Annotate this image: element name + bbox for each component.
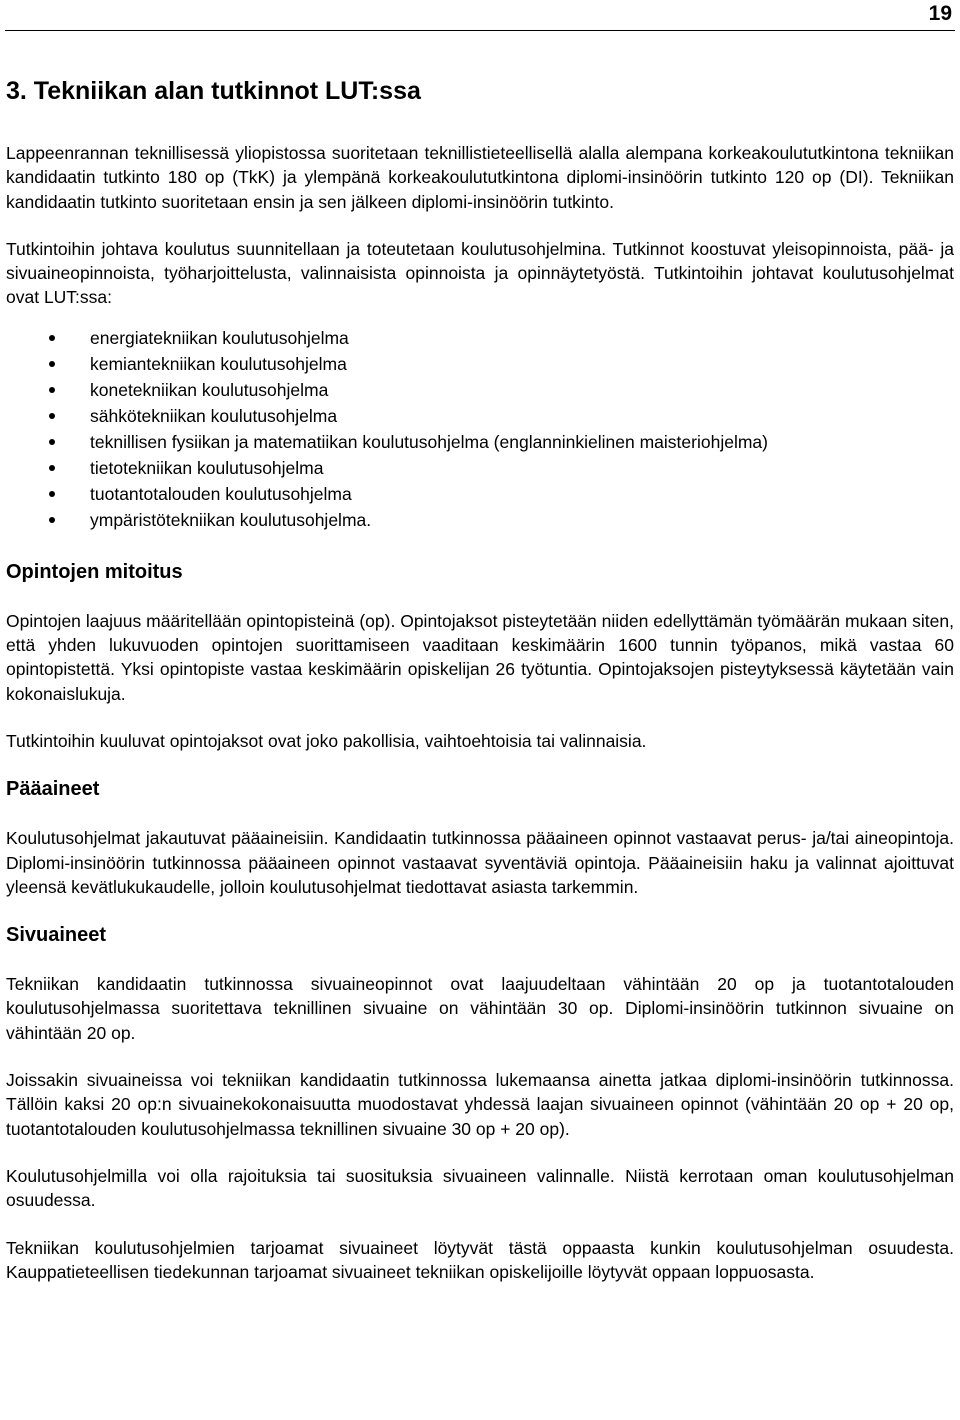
programs-intro-paragraph: Tutkintoihin johtava koulutus suunnitellaan ja toteutetaan koulutusohjelmina. Tutkinnot koostuvat yleisopinnoista, pää- ja sivuaineopinnoista, työharjoittelusta, valinnaisista opinnoista ja opinnäytetyöstä. Tutkintoihin johtavat koulutusohjelmat ovat LUT:ssa:	[6, 238, 954, 308]
section-title: 3. Tekniikan alan tutkinnot LUT:ssa	[6, 77, 421, 105]
bullet-icon	[49, 387, 55, 393]
document-body	[6, 74, 954, 1307]
heading-paaaineet: Pääaineet	[6, 778, 100, 801]
intro-paragraph: Lappeenrannan teknillisessä yliopistossa suoritetaan teknillistieteellisellä alalla alempana korkeakoulututkintona tekniikan kandidaatin tutkinto 180 op (TkK) ja ylempänä korkeakoulututkintona diplomi-insinöörin tutkinto 120 op (DI). Tekniikan kandidaatin tutkinto suoritetaan ensin ja sen jälkeen diplomi-insinöörin tutkinto.	[6, 143, 954, 212]
paragraph: Joissakin sivuaineissa voi tekniikan kandidaatin tutkinnossa lukemaansa ainetta jatkaa diplomi-insinöörin tutkinnossa. Tällöin kaksi 20 op:n sivuainekokonaisuutta muodostavat yhdessä laajan sivuaineen opinnot (vähintään 20 op + 20 op, tuotantotalouden koulutusohjelmassa teknillinen sivuaine 30 op + 20 op).	[6, 1070, 954, 1139]
bullet-icon	[49, 335, 55, 341]
bullet-icon	[49, 491, 55, 497]
program-list	[6, 325, 954, 533]
page-number: 19	[928, 2, 952, 25]
paragraph: Tekniikan kandidaatin tutkinnossa sivuaineopinnot ovat laajuudeltaan vähintään 20 op ja tuotantotalouden koulutusohjelmassa suoritettava teknillinen sivuaine on vähintään 30 op. Diplomi-insinöörin tutkinnon sivuaine on vähintään 20 op.	[6, 974, 954, 1043]
bullet-icon	[49, 361, 55, 367]
bullet-icon	[49, 465, 55, 471]
list-item: ympäristötekniikan koulutusohjelma.	[6, 507, 954, 533]
bullet-icon	[49, 517, 55, 523]
bullet-icon	[49, 439, 55, 445]
header-divider	[5, 30, 955, 31]
list-item: tuotantotalouden koulutusohjelma	[6, 481, 954, 507]
paragraph: Koulutusohjelmilla voi olla rajoituksia tai suosituksia sivuaineen valinnalle. Niistä kerrotaan oman koulutusohjelman osuudessa.	[6, 1165, 954, 1211]
list-item: sähkötekniikan koulutusohjelma	[6, 403, 954, 429]
paragraph: Koulutusohjelmat jakautuvat pääaineisiin. Kandidaatin tutkinnossa pääaineen opinnot vastaavat perus- ja/tai aineopintoja. Diplomi-insinöörin tutkinnossa pääaineen opinnot vastaavat syventäviä opintoja. Pääaineisiin haku ja valinnat ajoittuvat yleensä kevätlukukaudelle, jolloin koulutusohjelmat tiedottavat asiasta tarkemmin.	[6, 828, 954, 897]
list-item: tietotekniikan koulutusohjelma	[6, 455, 954, 481]
list-item: kemiantekniikan koulutusohjelma	[6, 351, 954, 377]
paragraph: Tutkintoihin kuuluvat opintojaksot ovat joko pakollisia, vaihtoehtoisia tai valinnaisia.	[6, 730, 647, 751]
list-item: energiatekniikan koulutusohjelma	[6, 325, 954, 351]
heading-sivuaineet: Sivuaineet	[6, 924, 107, 947]
paragraph: Opintojen laajuus määritellään opintopisteinä (op). Opintojaksot pisteytetään niiden edellyttämän työmäärän mukaan siten, että yhden lukuvuoden opintojen suorittamiseen vaaditaan keskimäärin 1600 tunnin työpanos, mikä vastaa 60 opintopistettä. Yksi opintopiste vastaa keskimäärin opiskelijan 26 työtuntia. Opintojaksojen pisteytyksessä käytetään vain kokonaislukuja.	[6, 610, 954, 704]
list-item: konetekniikan koulutusohjelma	[6, 377, 954, 403]
list-item: teknillisen fysiikan ja matematiikan koulutusohjelma (englanninkielinen maisteriohjelma)	[6, 429, 954, 455]
bullet-icon	[49, 413, 55, 419]
heading-opintojen-mitoitus: Opintojen mitoitus	[6, 560, 183, 583]
paragraph: Tekniikan koulutusohjelmien tarjoamat sivuaineet löytyvät tästä oppaasta kunkin koulutusohjelman osuudesta. Kauppatieteellisen tiedekunnan tarjoamat sivuaineet tekniikan opiskelijoille löytyvät oppaan loppuosasta.	[6, 1237, 954, 1282]
